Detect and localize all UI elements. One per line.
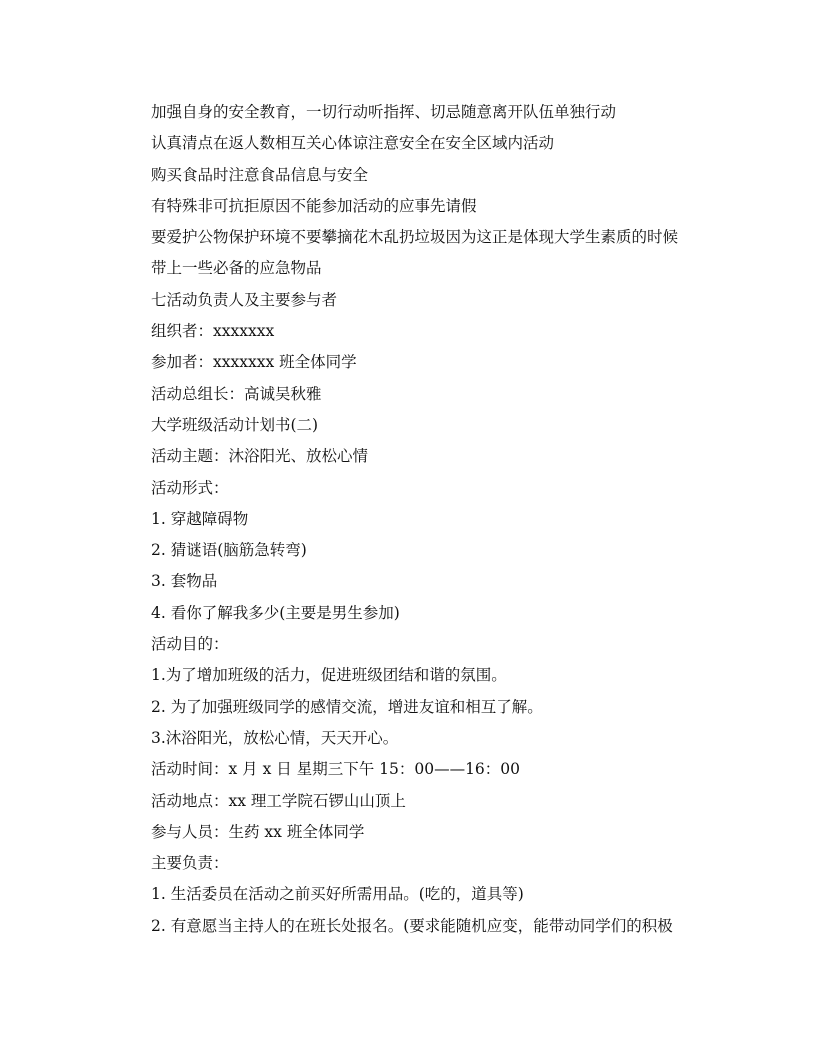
text-line: 要爱护公物保护环境不要攀摘花木乱扔垃圾因为这正是体现大学生素质的时候 [151, 228, 679, 247]
text-line: 活动总组长：高诚吴秋雅 [151, 384, 322, 403]
list-item: 1.为了增加班级的活力，促进班级团结和谐的氛围。 [151, 666, 507, 685]
list-item: 2. 猜谜语(脑筋急转弯) [151, 541, 307, 560]
text-line: 参与人员：生药 xx 班全体同学 [151, 822, 365, 841]
text-line: 带上一些必备的应急物品 [151, 259, 322, 278]
text-line: 加强自身的安全教育，一切行动听指挥、切忌随意离开队伍单独行动 [151, 103, 617, 121]
text-line: 参加者：xxxxxxx 班全体同学 [151, 353, 357, 372]
list-item: 2. 为了加强班级同学的感情交流，增进友谊和相互了解。 [151, 697, 543, 716]
document-body [151, 97, 711, 942]
list-item: 1. 穿越障碍物 [151, 509, 249, 528]
text-line: 认真清点在返人数相互关心体谅注意安全在安全区域内活动 [151, 134, 555, 153]
list-item: 1. 生活委员在活动之前买好所需用品。(吃的，道具等) [151, 885, 524, 904]
text-line: 活动地点：xx 理工学院石锣山山顶上 [151, 791, 406, 810]
list-item: 2. 有意愿当主持人的在班长处报名。(要求能随机应变，能带动同学们的积极 [151, 916, 673, 935]
list-item: 4. 看你了解我多少(主要是男生参加) [151, 603, 400, 622]
list-item: 3.沐浴阳光，放松心情，天天开心。 [151, 728, 399, 747]
document-title: 大学班级活动计划书(二) [151, 415, 319, 434]
section-heading: 七活动负责人及主要参与者 [151, 290, 338, 309]
text-line: 购买食品时注意食品信息与安全 [151, 165, 369, 184]
text-line: 活动主题：沐浴阳光、放松心情 [151, 447, 369, 466]
list-item: 3. 套物品 [151, 572, 218, 591]
text-line: 组织者：xxxxxxx [151, 322, 275, 341]
text-line: 主要负责： [151, 854, 229, 873]
text-line: 活动时间：x 月 x 日 星期三下午 15：00——16：00 [151, 760, 521, 779]
text-line: 活动形式： [151, 478, 229, 497]
text-line: 活动目的： [151, 635, 229, 654]
text-line: 有特殊非可抗拒原因不能参加活动的应事先请假 [151, 196, 477, 215]
